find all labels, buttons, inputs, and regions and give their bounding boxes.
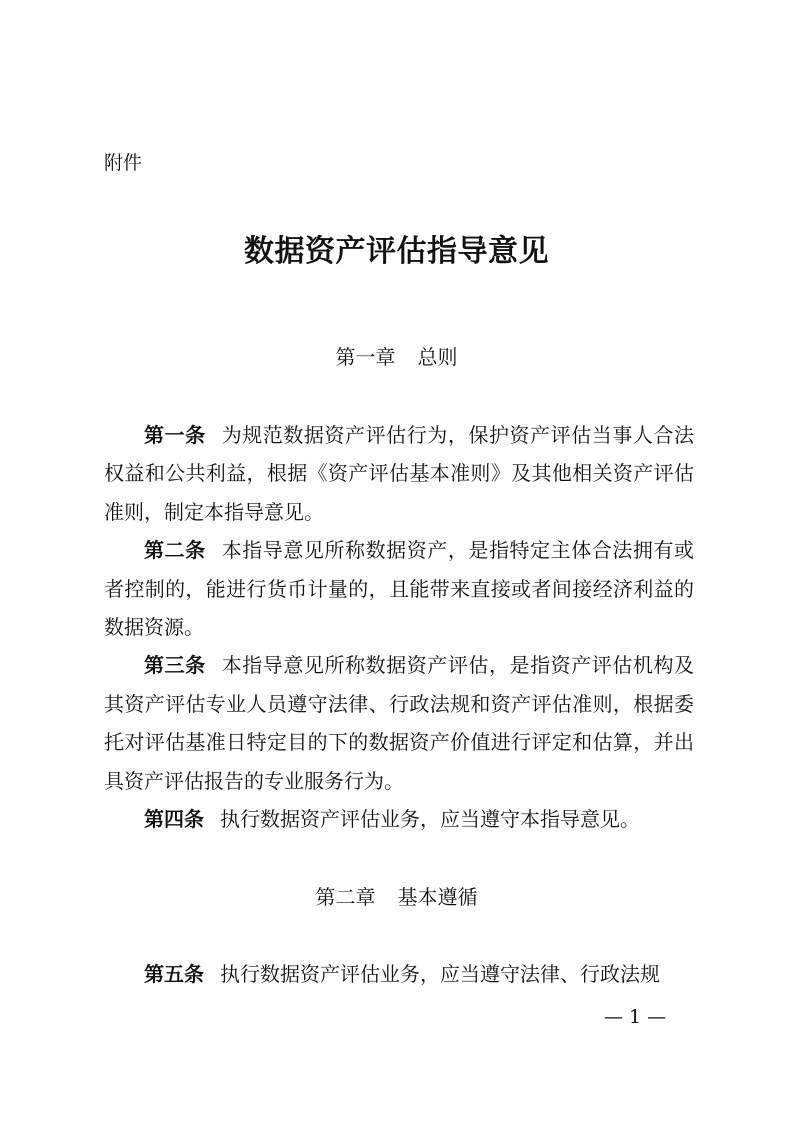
page-number: — 1 —: [604, 1006, 667, 1028]
chapter-body: [104, 955, 694, 993]
article-text: 执行数据资产评估业务，应当遵守法律、行政法规: [220, 962, 660, 986]
article-text: 本指导意见所称数据资产评估，是指资产评估机构及其资产评估专业人员遵守法律、行政法规和资产评估准则，根据委托对评估基准日特定目的下的数据资产价值进行评定和估算，并出具资产评估报告的专业服务行为。: [104, 653, 695, 793]
chapter-number: 第一章: [335, 345, 396, 369]
attachment-label: 附件: [104, 152, 143, 174]
article: [104, 646, 694, 800]
article: [104, 416, 694, 531]
article-label: 第一条: [144, 423, 206, 447]
article-label: 第三条: [144, 653, 206, 678]
article-text: 本指导意见所称数据资产，是指特定主体合法拥有或者控制的，能进行货币计量的，且能带来直接或者间接经济利益的数据资源。: [104, 538, 695, 640]
chapter-number: 第二章: [315, 885, 376, 909]
document-title: 数据资产评估指导意见: [244, 234, 549, 269]
article-label: 第二条: [144, 538, 206, 563]
chapter-title: 总则: [417, 345, 458, 369]
article: [104, 531, 694, 646]
article: [104, 955, 694, 993]
chapter-heading: [0, 882, 793, 912]
chapter-title: 基本遵循: [397, 885, 478, 909]
article-label: 第五条: [144, 962, 204, 986]
chapter-body: [104, 416, 694, 838]
chapter-heading: [0, 342, 793, 372]
article: [104, 800, 694, 838]
article-text: 执行数据资产评估业务，应当遵守本指导意见。: [220, 807, 640, 832]
article-label: 第四条: [144, 807, 204, 832]
article-text: 为规范数据资产评估行为，保护资产评估当事人合法权益和公共利益，根据《资产评估基本准则》及其他相关资产评估准则，制定本指导意见。: [104, 423, 695, 524]
